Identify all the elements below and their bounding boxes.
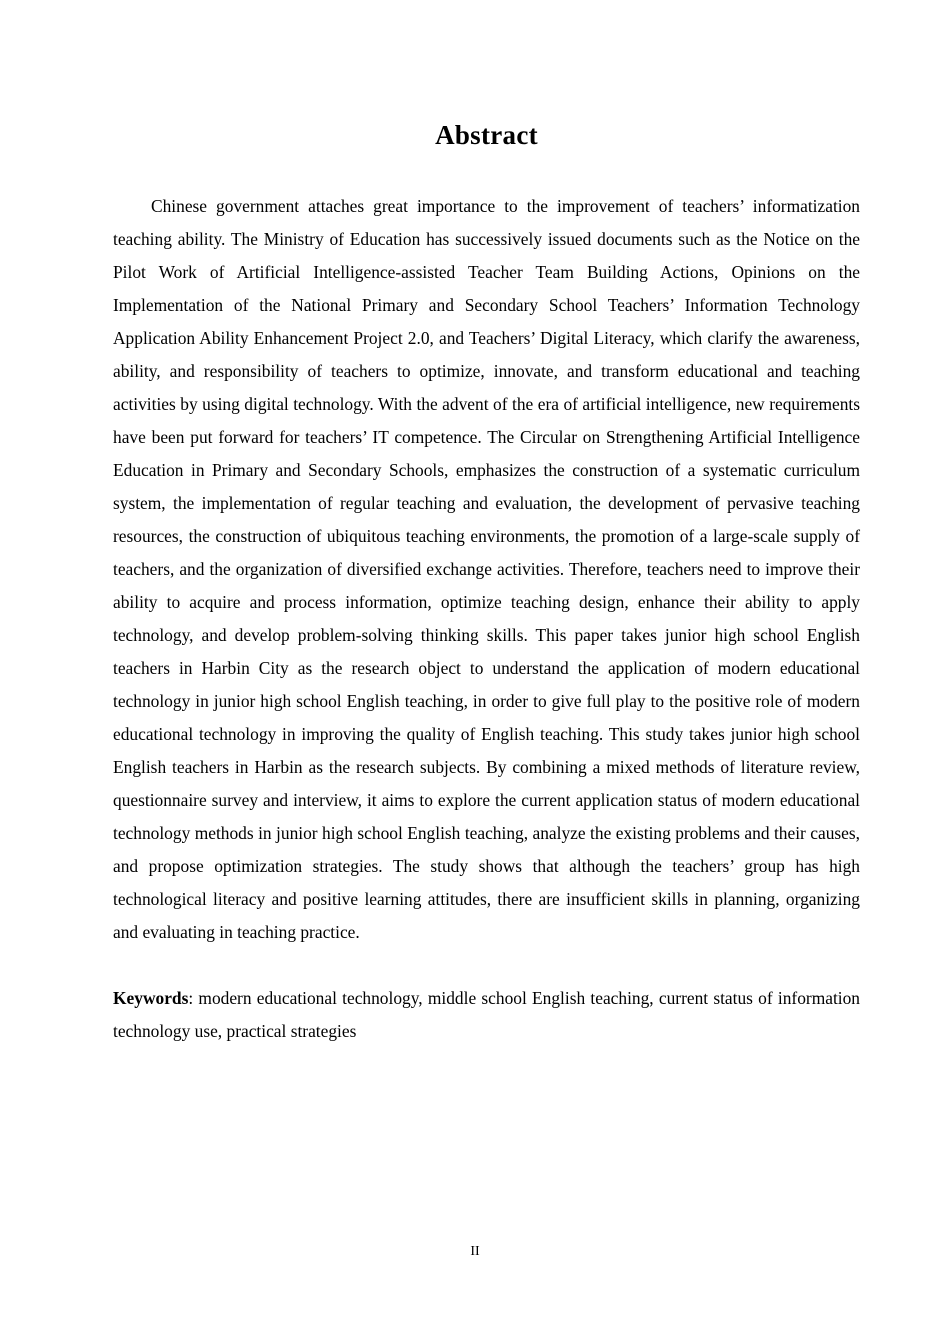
keywords-label: Keywords [113,988,189,1008]
keywords-paragraph [113,982,860,1048]
abstract-paragraph: Chinese government attaches great importance to the improvement of teachers’ informatization teaching ability. The Ministry of Education has successively issued documents such as the Notice on the Pilot Work of Artificial Intelligence-assisted Teacher Team Building Actions, Opinions on the Implementation of the National Primary and Secondary School Teachers’ Information Technology Application Ability Enhancement Project 2.0, and Teachers’ Digital Literacy, which clarify the awareness, ability, and responsibility of teachers to optimize, innovate, and transform educational and teaching activities by using digital technology. With the advent of the era of artificial intelligence, new requirements have been put forward for teachers’ IT competence. The Circular on Strengthening Artificial Intelligence Education in Primary and Secondary Schools, emphasizes the construction of a systematic curriculum system, the implementation of regular teaching and evaluation, the development of pervasive teaching resources, the construction of ubiquitous teaching environments, the promotion of a large-scale supply of teachers, and the organization of diversified exchange activities. Therefore, teachers need to improve their ability to acquire and process information, optimize teaching design, enhance their ability to apply technology, and develop problem-solving thinking skills. This paper takes junior high school English teachers in Harbin City as the research object to understand the application of modern educational technology in junior high school English teaching, in order to give full play to the positive role of modern educational technology in improving the quality of English teaching. This study takes junior high school English teachers in Harbin as the research subjects. By combining a mixed methods of literature review, questionnaire survey and interview, it aims to explore the current application status of modern educational technology methods in junior high school English teaching, analyze the existing problems and their causes, and propose optimization strategies. The study shows that although the teachers’ group has high technological literacy and positive learning attitudes, there are insufficient skills in planning, organizing and evaluating in teaching practice. [113,196,860,942]
page-number: II [470,1244,480,1259]
page-title: Abstract [435,120,538,150]
keywords-text: : modern educational technology, middle school English teaching, current status of information technology use, practical strategies [113,988,860,1041]
